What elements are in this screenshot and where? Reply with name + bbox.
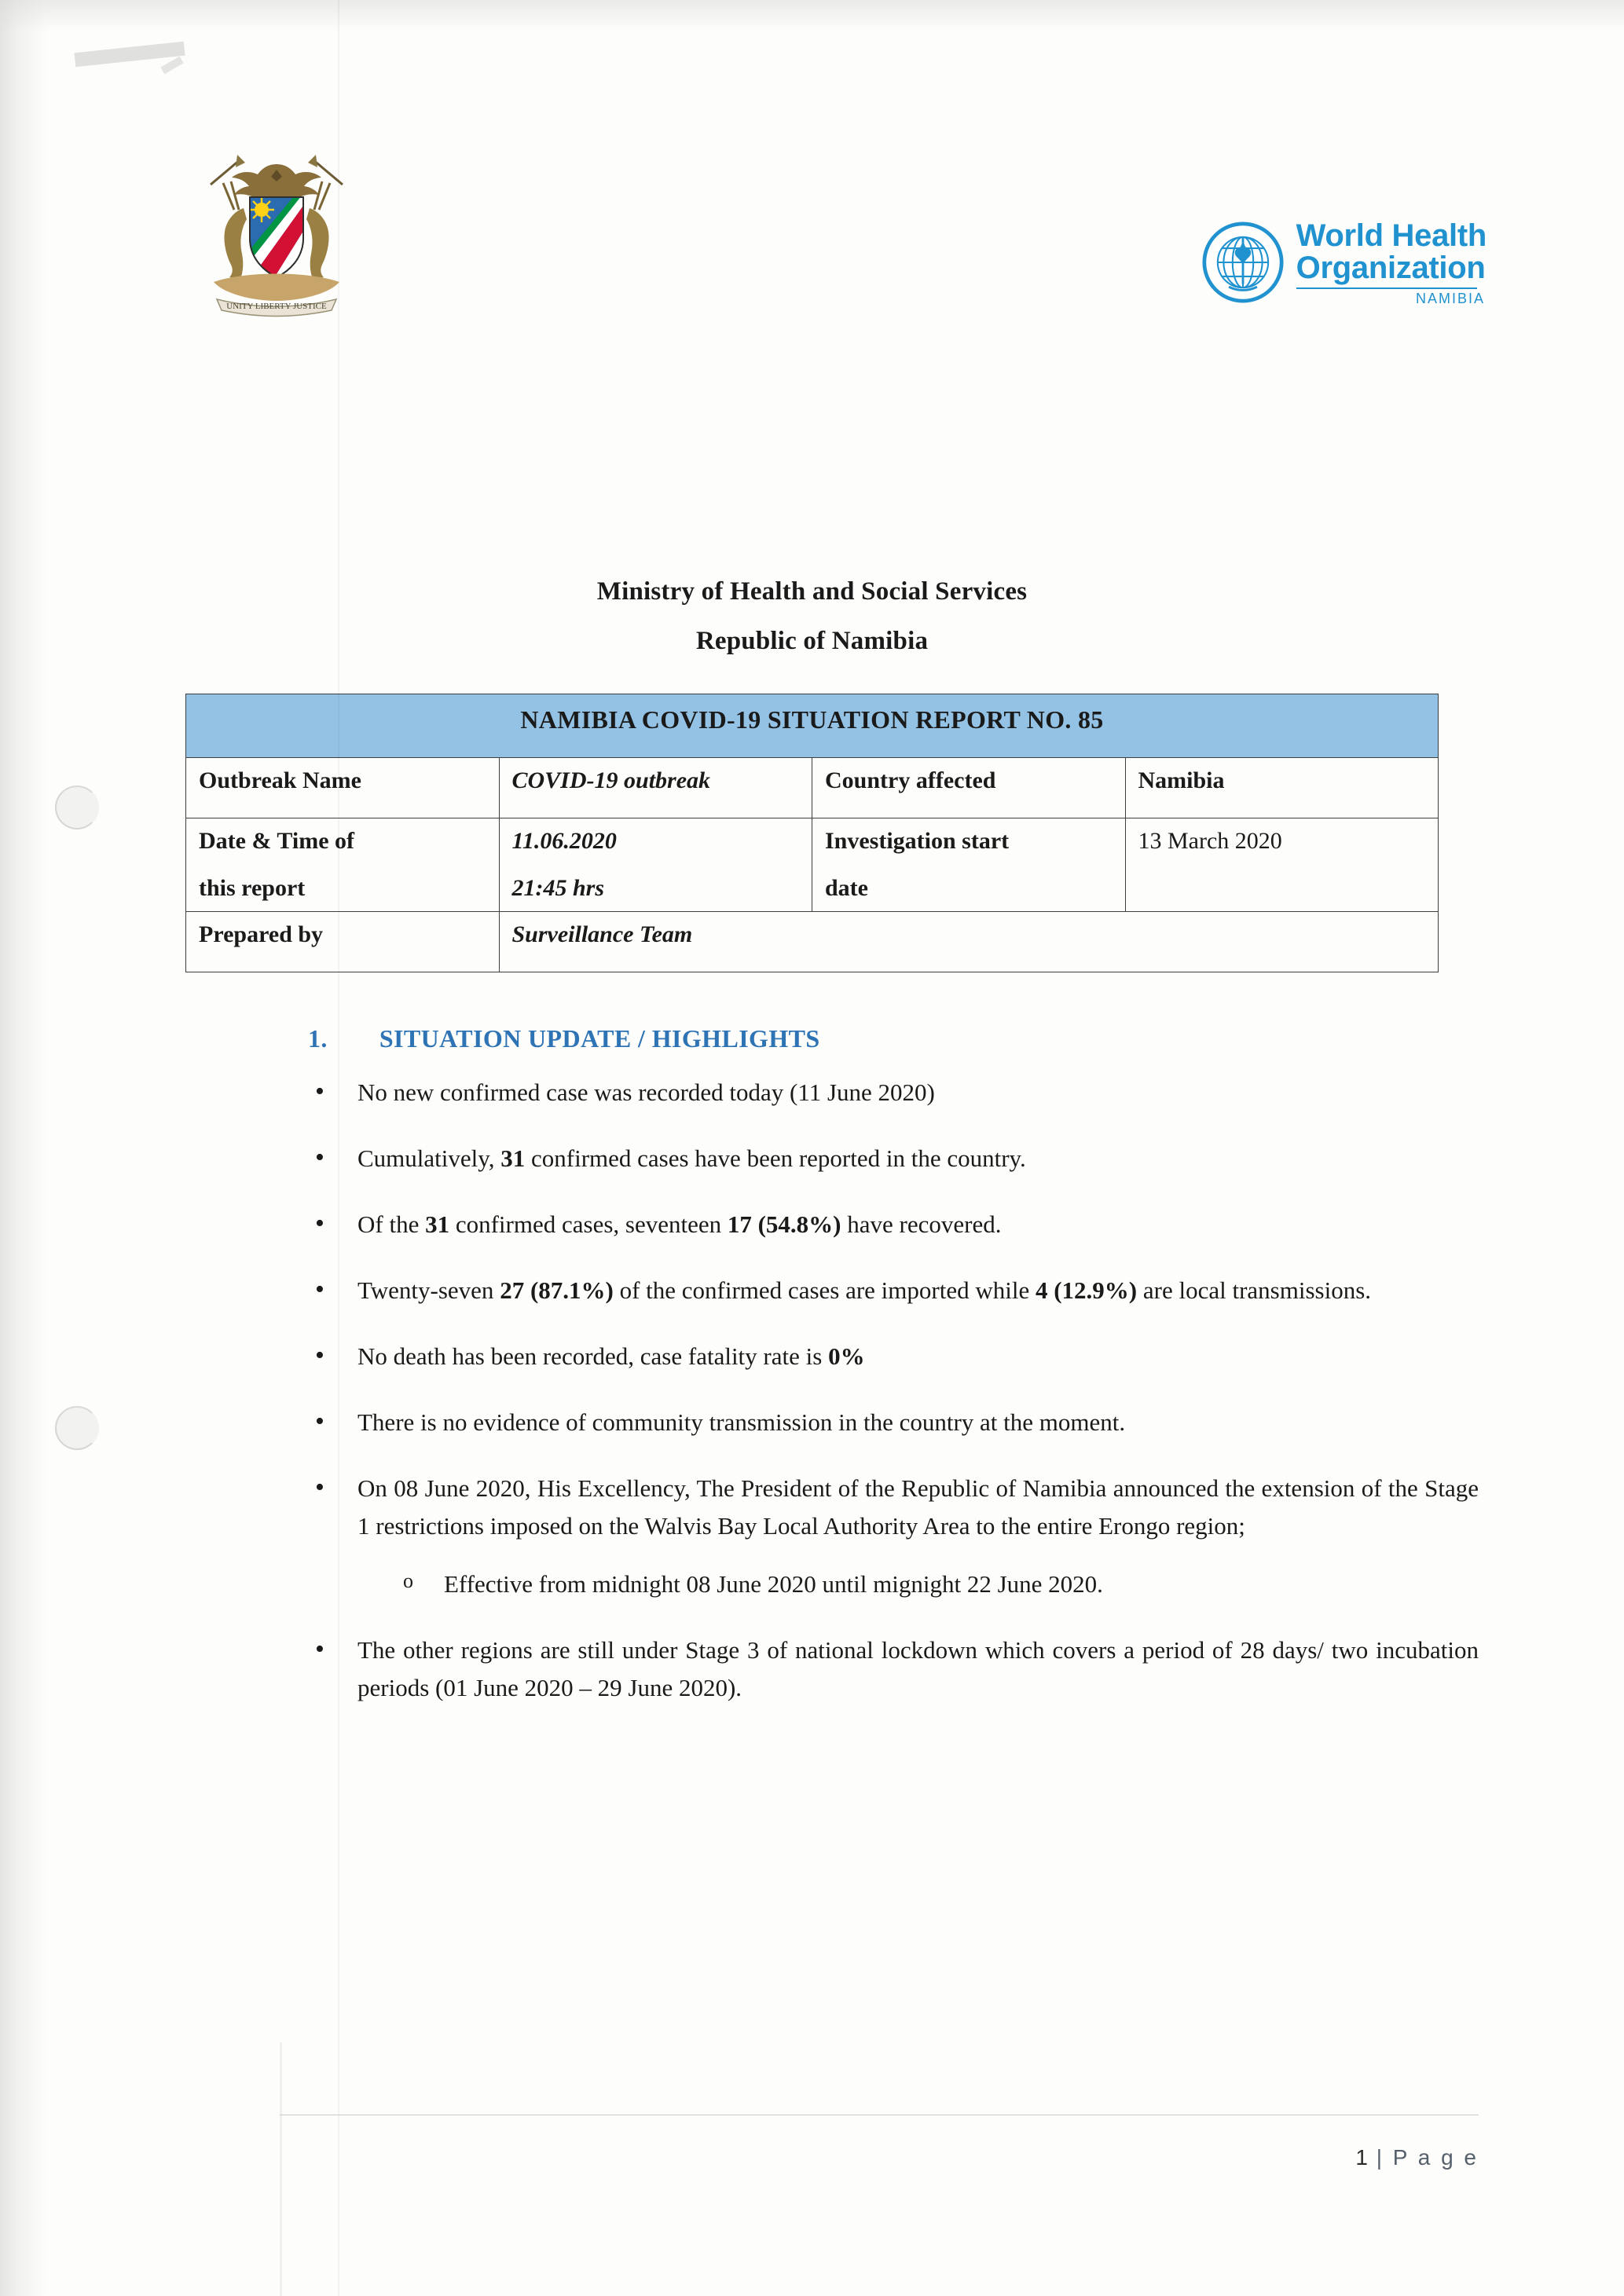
investigation-start-value: 13 March 2020 — [1125, 818, 1439, 912]
hole-punch-mark — [55, 1406, 99, 1450]
page-label: P a g e — [1392, 2145, 1479, 2170]
document-header — [0, 0, 1624, 342]
list-item: • No death has been recorded, case fatality rate is 0% — [357, 1338, 1479, 1375]
page-number: 1 — [1355, 2145, 1368, 2170]
outbreak-name-label: Outbreak Name — [186, 758, 500, 818]
list-item: • There is no evidence of community transmission in the country at the moment. — [357, 1404, 1479, 1441]
sub-list-item: o Effective from midnight 08 June 2020 until mignight 22 June 2020. — [444, 1565, 1479, 1603]
report-datetime-label-line1: Date & Time of — [199, 828, 355, 854]
country-affected-label: Country affected — [812, 758, 1126, 818]
investigation-start-label-line2: date — [825, 875, 868, 901]
highlights-list — [0, 1074, 1624, 1708]
sub-list — [357, 1565, 1479, 1603]
section-heading — [0, 1024, 1624, 1053]
hole-punch-mark — [55, 785, 99, 829]
section-number: 1. — [308, 1024, 328, 1053]
report-datetime-value — [499, 818, 812, 912]
list-item: • No new confirmed case was recorded today (11 June 2020) — [357, 1074, 1479, 1111]
list-item: • Cumulatively, 31 confirmed cases have been reported in the country. — [357, 1140, 1479, 1177]
who-logo-country: NAMIBIA — [1415, 290, 1485, 306]
page-fold-line — [280, 2042, 282, 2296]
report-datetime-label — [186, 818, 500, 912]
ministry-title: Ministry of Health and Social Services — [596, 577, 1028, 606]
page-separator: | — [1376, 2145, 1384, 2170]
table-title-row — [186, 694, 1439, 758]
country-affected-value: Namibia — [1125, 758, 1439, 818]
report-title: NAMIBIA COVID-19 SITUATION REPORT NO. 85 — [186, 694, 1439, 758]
who-emblem-icon — [1202, 222, 1284, 303]
svg-text:UNITY LIBERTY JUSTICE: UNITY LIBERTY JUSTICE — [226, 302, 327, 311]
investigation-start-label-line1: Investigation start — [825, 828, 1010, 854]
report-datetime-label-line2: this report — [199, 875, 306, 901]
table-row — [186, 912, 1439, 972]
who-logo-line1: World Health — [1296, 218, 1487, 253]
table-row — [186, 758, 1439, 818]
prepared-by-label: Prepared by — [186, 912, 500, 972]
coat-of-arms-icon — [182, 153, 371, 322]
outbreak-name-value: COVID-19 outbreak — [499, 758, 812, 818]
list-item-text: On 08 June 2020, His Excellency, The President of the Republic of Namibia announced the extension of the Stage 1 restrictions imposed on the Walvis Bay Local Authority Area to the entire Erongo region; — [357, 1474, 1479, 1540]
page-footer — [1355, 2145, 1479, 2170]
report-time-value: 21:45 hrs — [511, 875, 605, 901]
report-info-table — [185, 694, 1439, 972]
list-item — [357, 1470, 1479, 1603]
who-logo-line2: Organization — [1296, 250, 1486, 285]
prepared-by-value: Surveillance Team — [499, 912, 1439, 972]
table-row — [186, 818, 1439, 912]
republic-subtitle: Republic of Namibia — [695, 627, 929, 655]
report-date-value: 11.06.2020 — [511, 828, 617, 854]
list-item: • Of the 31 confirmed cases, seventeen 17 (54.8%) have recovered. — [357, 1206, 1479, 1243]
list-item: • Twenty-seven 27 (87.1%) of the confirmed cases are imported while 4 (12.9%) are local transmissions. — [357, 1272, 1479, 1309]
page-fold-line — [338, 0, 339, 2296]
who-logo — [1202, 220, 1487, 306]
list-item: • The other regions are still under Stage 3 of national lockdown which covers a period of 28 days/ two incubation periods (01 June 2020 – 29 June 2020). — [357, 1631, 1479, 1707]
section-title: SITUATION UPDATE / HIGHLIGHTS — [379, 1024, 820, 1053]
investigation-start-label — [812, 818, 1126, 912]
